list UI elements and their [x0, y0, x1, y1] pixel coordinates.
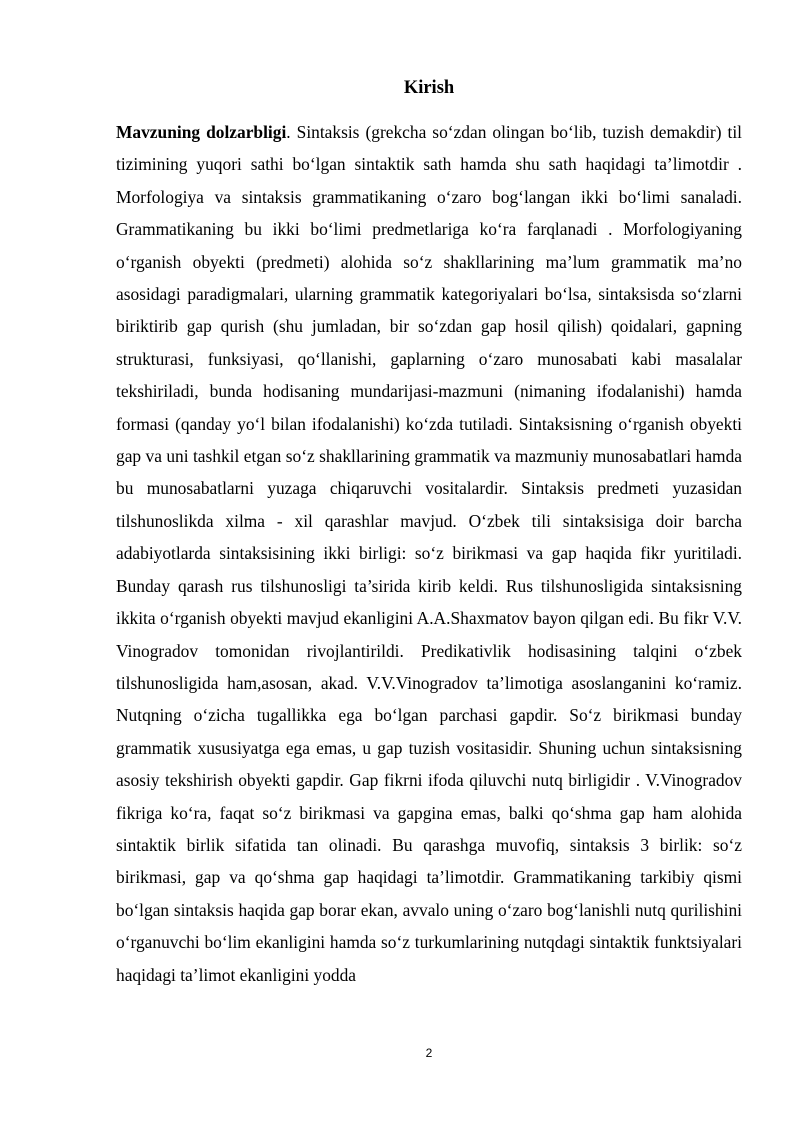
page-number: 2	[425, 1046, 433, 1060]
page-title: Kirish	[403, 78, 455, 98]
paragraph-text: . Sintaksis (grekcha so‘zdan olingan bo‘lib, tuzish demakdir) til tizimining yuqori sathi bo‘lgan sintaktik sath hamda shu sath haqidagi ta’limotdir . Morfologiya va sintaksis grammatikaning o‘zaro bog‘langan ikki bo‘limi sanaladi. Grammatikaning bu ikki bo‘limi predmetlariga ko‘ra farqlanadi . Morfologiyaning o‘rganish obyekti (predmeti) alohida so‘z shakllarining ma’lum grammatik ma’no asosidagi paradigmalari, ularning grammatik kategoriyalari bo‘lsa, sintaksisda so‘zlarni biriktirib gap qurish (shu jumladan, bir so‘zdan gap hosil qilish) qoidalari, gapning strukturasi, funksiyasi, qo‘llanishi, gaplarning o‘zaro munosabati kabi masalalar tekshiriladi, bunda hodisaning mundarijasi-mazmuni (nimaning ifodalanishi) hamda formasi (qanday yo‘l bilan ifodalanishi) ko‘zda tutiladi. Sintaksisning o‘rganish obyekti gap va uni tashkil etgan so‘z shakllarining grammatik va mazmuniy munosabatlari hamda bu munosabatlarni yuzaga chiqaruvchi vositalardir. Sintaksis predmeti yuzasidan tilshunoslikda xilma - xil qarashlar mavjud. O‘zbek tili sintaksisiga doir barcha adabiyotlarda sintaksisining ikki birligi: so‘z birikmasi va gap haqida fikr yuritiladi. Bunday qarash rus tilshunosligi ta’sirida kirib keldi. Rus tilshunosligida sintaksisning ikkita o‘rganish obyekti mavjud ekanligini A.A.Shaxmatov bayon qilgan edi. Bu fikr V.V. Vinogradov tomonidan rivojlantirildi. Predikativlik hodisasining talqini o‘zbek tilshunosligida ham,asosan, akad. V.V.Vinogradov ta’limotiga asoslanganini ko‘ramiz. Nutqning o‘zicha tugallikka ega bo‘lgan parchasi gapdir. So‘z birikmasi bunday grammatik xususiyatga ega emas, u gap tuzish vositasidir. Shuning uchun sintaksisning asosiy tekshirish obyekti gapdir. Gap fikrni ifoda qiluvchi nutq birligidir . V.Vinogradov fikriga ko‘ra, faqat so‘z birikmasi va gapgina emas, balki qo‘shma gap ham alohida sintaktik birlik sifatida tan olinadi. Bu qarashga muvofiq, sintaksis 3 birlik: so‘z birikmasi, gap va qo‘shma gap haqidagi ta’limotdir. Grammatikaning tarkibiy qismi bo‘lgan sintaksis haqida gap borar ekan, avvalo uning o‘zaro bog‘lanishli nutq qurilishini o‘rganuvchi bo‘lim ekanligini hamda so‘z turkumlarining nutqdagi sintaktik funktsiyalari haqidagi ta’limot ekanligini yodda	[116, 122, 743, 985]
lead-term: Mavzuning dolzarbligi	[116, 122, 287, 142]
body-paragraph	[116, 116, 742, 991]
